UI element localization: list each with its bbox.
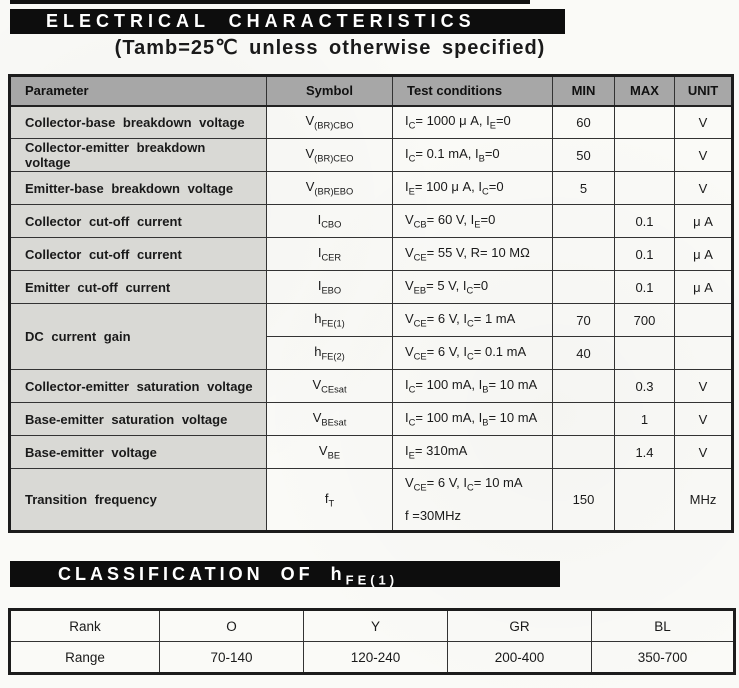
rank-value-cell: O xyxy=(160,610,304,642)
symbol-cell: $f_T$ xyxy=(267,469,393,532)
range-value-cell: 200-400 xyxy=(448,642,592,674)
page-top-rule xyxy=(10,0,530,4)
classification-table xyxy=(8,608,736,675)
table-row xyxy=(10,205,733,238)
section-title-classification: CLASSIFICATION OF $h_{FE(1)}$ xyxy=(10,561,560,587)
max-value-cell xyxy=(615,172,675,205)
test-condition-line: $I_E= 310mA$ xyxy=(405,442,468,461)
test-condition-line: $V_{CE}= 6$ V, $I_C= 1$ mA xyxy=(405,310,516,329)
table-row xyxy=(10,403,733,436)
header-parameter: Parameter xyxy=(10,76,267,106)
parameter-cell: Base-emitter saturation voltage xyxy=(10,403,267,436)
test-condition-line: $I_E= 100$ μ A, $I_C=0$ xyxy=(405,178,504,197)
max-value-cell: 0.1 xyxy=(615,271,675,304)
table-row xyxy=(10,139,733,172)
electrical-table-body xyxy=(10,106,733,532)
min-value-cell xyxy=(553,403,615,436)
classification-row xyxy=(10,610,735,642)
table-row xyxy=(10,106,733,139)
parameter-cell: Collector cut-off current xyxy=(10,238,267,271)
range-value-cell: 120-240 xyxy=(304,642,448,674)
parameter-cell: DC current gain xyxy=(10,304,267,370)
test-conditions-cell xyxy=(393,403,553,436)
test-condition-line: $V_{CE}= 6$ V, $I_C= 10$ mA xyxy=(405,474,523,493)
parameter-cell: Collector-emitter breakdown voltage xyxy=(10,139,267,172)
unit-cell: V xyxy=(675,139,733,172)
min-value-cell xyxy=(553,271,615,304)
classification-table-body xyxy=(10,610,735,674)
max-value-cell xyxy=(615,139,675,172)
rank-value-cell: GR xyxy=(448,610,592,642)
unit-cell xyxy=(675,337,733,370)
test-condition-line: $V_{CE}= 6$ V, $I_C= 0.1$ mA xyxy=(405,343,527,362)
parameter-cell: Base-emitter voltage xyxy=(10,436,267,469)
unit-cell: V xyxy=(675,172,733,205)
test-conditions-cell xyxy=(393,205,553,238)
unit-cell xyxy=(675,304,733,337)
symbol-cell: $h_{FE(1)}$ xyxy=(267,304,393,337)
min-value-cell xyxy=(553,370,615,403)
max-value-cell: 700 xyxy=(615,304,675,337)
max-value-cell xyxy=(615,337,675,370)
max-value-cell xyxy=(615,469,675,532)
rank-value-cell: BL xyxy=(592,610,735,642)
unit-cell: V xyxy=(675,370,733,403)
test-conditions-note: (Tamb=25℃ unless otherwise specified) xyxy=(114,37,546,59)
min-value-cell xyxy=(553,238,615,271)
test-condition-line: $I_C= 1000$ μ A, $I_E=0$ xyxy=(405,112,511,131)
table-row xyxy=(10,370,733,403)
test-conditions-cell xyxy=(393,106,553,139)
max-value-cell: 1.4 xyxy=(615,436,675,469)
rank-label: Rank xyxy=(10,610,160,642)
unit-cell: V xyxy=(675,106,733,139)
section-title-electrical-characteristics: ELECTRICAL CHARACTERISTICS xyxy=(10,9,565,34)
test-conditions-cell xyxy=(393,139,553,172)
min-value-cell: 70 xyxy=(553,304,615,337)
test-condition-line: $I_C= 0.1$ mA, $I_B=0$ xyxy=(405,145,500,164)
header-min: MIN xyxy=(553,76,615,106)
header-unit: UNIT xyxy=(675,76,733,106)
range-value-cell: 70-140 xyxy=(160,642,304,674)
test-conditions-cell xyxy=(393,238,553,271)
symbol-cell: $V_{(BR)CBO}$ xyxy=(267,106,393,139)
unit-cell: V xyxy=(675,403,733,436)
symbol-cell: $I_{CER}$ xyxy=(267,238,393,271)
parameter-cell: Emitter cut-off current xyxy=(10,271,267,304)
symbol-cell: $V_{(BR)EBO}$ xyxy=(267,172,393,205)
min-value-cell xyxy=(553,436,615,469)
test-conditions-cell xyxy=(393,370,553,403)
parameter-cell: Collector cut-off current xyxy=(10,205,267,238)
test-conditions-cell xyxy=(393,337,553,370)
unit-cell: μ A xyxy=(675,271,733,304)
parameter-cell: Collector-emitter saturation voltage xyxy=(10,370,267,403)
test-condition-line: $V_{CE}= 55$ V, R= 10 MΩ xyxy=(405,244,530,263)
unit-cell: V xyxy=(675,436,733,469)
max-value-cell: 0.3 xyxy=(615,370,675,403)
parameter-cell: Emitter-base breakdown voltage xyxy=(10,172,267,205)
unit-cell: μ A xyxy=(675,205,733,238)
header-symbol: Symbol xyxy=(267,76,393,106)
test-condition-line: $I_C= 100$ mA, $I_B= 10$ mA xyxy=(405,376,538,395)
table-row xyxy=(10,304,733,337)
parameter-cell: Collector-base breakdown voltage xyxy=(10,106,267,139)
test-conditions-cell xyxy=(393,304,553,337)
min-value-cell: 5 xyxy=(553,172,615,205)
max-value-cell: 1 xyxy=(615,403,675,436)
min-value-cell: 50 xyxy=(553,139,615,172)
min-value-cell: 60 xyxy=(553,106,615,139)
parameter-cell: Transition frequency xyxy=(10,469,267,532)
test-condition-line: $V_{CB}= 60$ V, $I_E=0$ xyxy=(405,211,496,230)
symbol-cell: $V_{(BR)CEO}$ xyxy=(267,139,393,172)
symbol-cell: $V_{CEsat}$ xyxy=(267,370,393,403)
symbol-cell: $I_{EBO}$ xyxy=(267,271,393,304)
test-condition-line: f =30MHz xyxy=(405,507,461,523)
range-label: Range xyxy=(10,642,160,674)
header-max: MAX xyxy=(615,76,675,106)
min-value-cell: 40 xyxy=(553,337,615,370)
test-condition-line: $I_C= 100$ mA, $I_B= 10$ mA xyxy=(405,409,538,428)
symbol-cell: $I_{CBO}$ xyxy=(267,205,393,238)
rank-value-cell: Y xyxy=(304,610,448,642)
max-value-cell xyxy=(615,106,675,139)
unit-cell: MHz xyxy=(675,469,733,532)
table-row xyxy=(10,271,733,304)
range-value-cell: 350-700 xyxy=(592,642,735,674)
electrical-table-header xyxy=(10,76,733,106)
test-conditions-cell xyxy=(393,172,553,205)
header-test-conditions: Test conditions xyxy=(393,76,553,106)
header-row xyxy=(10,76,733,106)
test-conditions-cell xyxy=(393,271,553,304)
table-row xyxy=(10,436,733,469)
table-row xyxy=(10,469,733,532)
symbol-cell: $V_{BE}$ xyxy=(267,436,393,469)
test-condition-line: $V_{EB}= 5$ V, $I_C=0$ xyxy=(405,277,489,296)
table-row xyxy=(10,172,733,205)
test-conditions-cell xyxy=(393,469,553,532)
classification-row xyxy=(10,642,735,674)
min-value-cell xyxy=(553,205,615,238)
electrical-table xyxy=(8,74,734,533)
unit-cell: μ A xyxy=(675,238,733,271)
min-value-cell: 150 xyxy=(553,469,615,532)
max-value-cell: 0.1 xyxy=(615,238,675,271)
symbol-cell: $V_{BEsat}$ xyxy=(267,403,393,436)
symbol-cell: $h_{FE(2)}$ xyxy=(267,337,393,370)
table-row xyxy=(10,238,733,271)
test-conditions-cell xyxy=(393,436,553,469)
max-value-cell: 0.1 xyxy=(615,205,675,238)
